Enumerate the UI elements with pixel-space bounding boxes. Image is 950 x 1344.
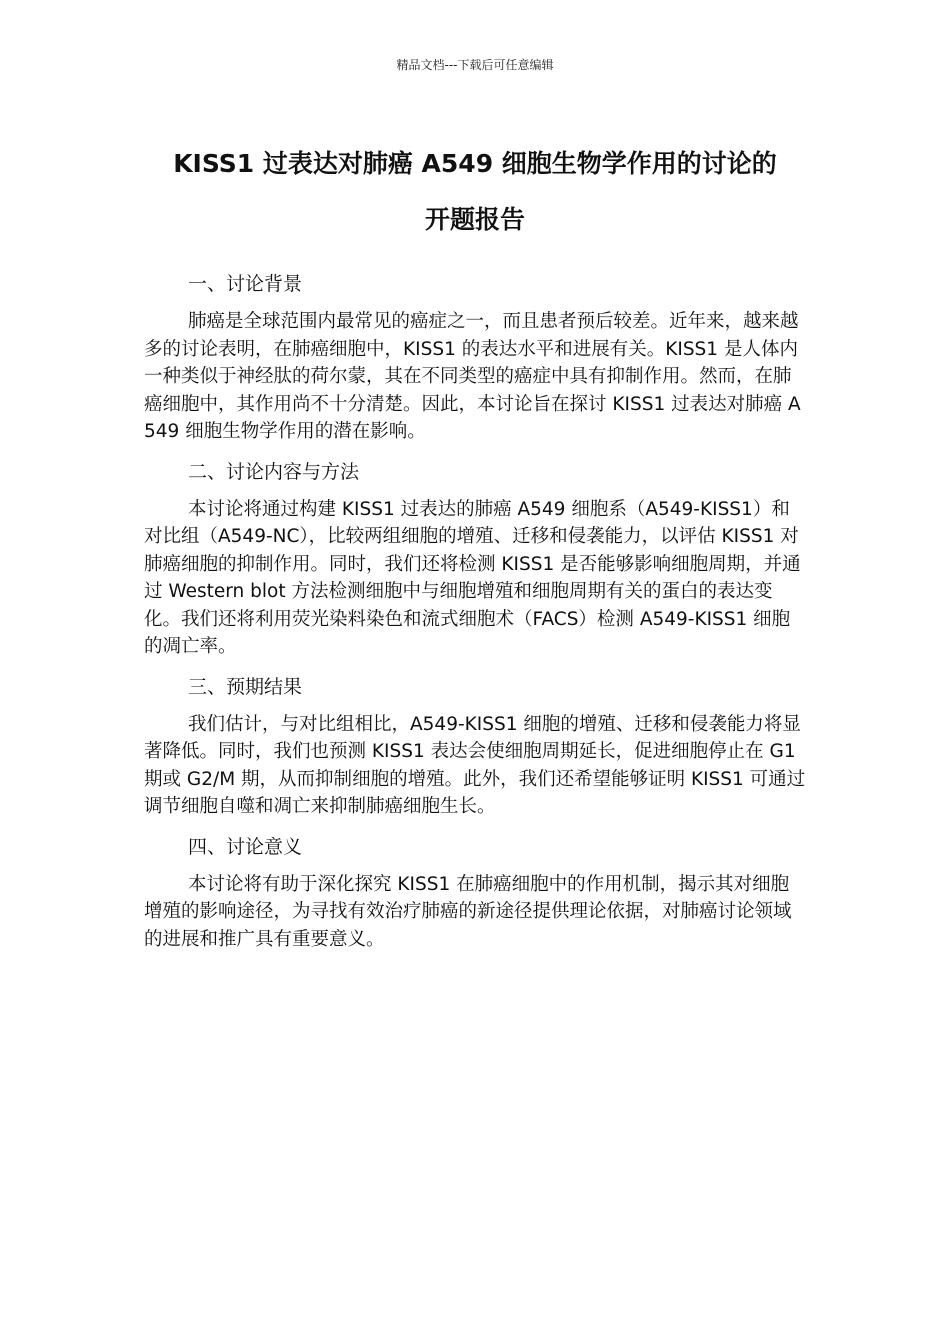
section-content-methods [144,458,806,661]
document-title-line-2: 开题报告 [424,205,525,234]
document-body [144,270,806,965]
section-heading-significance: 四、讨论意义 [188,835,303,858]
section-significance [144,833,806,954]
section-heading-content-methods: 二、讨论内容与方法 [188,460,360,483]
paragraph-content-methods: 本讨论将通过构建 KISS1 过表达的肺癌 A549 细胞系（A549-KISS1）和对比组（A549-NC），比较两组细胞的增殖、迁移和侵袭能力，以评估 KISS1 对肺癌细胞的抑制作用。同时，我们还将检测 KISS1 是否能够影响细胞周期，并通过 Western blot 方法检测细胞中与细胞增殖和细胞周期有关的蛋白的表达变化。我们还将利用荧光染料染色和流式细胞术（FACS）检测 A549-KISS1 细胞的凋亡率。 [144,498,801,657]
section-heading-background: 一、讨论背景 [188,273,303,295]
paragraph-significance: 本讨论将有助于深化探究 KISS1 在肺癌细胞中的作用机制，揭示其对细胞增殖的影响途径，为寻找有效治疗肺癌的新途径提供理论依据，对肺癌讨论领域的进展和推广具有重要意义。 [144,873,792,950]
paragraph-expected-results: 我们估计，与对比组相比，A549-KISS1 细胞的增殖、迁移和侵袭能力将显著降低。同时，我们也预测 KISS1 表达会使细胞周期延长，促进细胞停止在 G1 期或 G2/M 期，从而抑制细胞的增殖。此外，我们还希望能够证明 KISS1 可通过调节细胞自噬和凋亡来抑制肺癌细胞生长。 [144,713,806,817]
document-title [140,136,810,248]
document-title-line-1: KISS1 过表达对肺癌 A549 细胞生物学作用的讨论的 [173,149,777,178]
page-header: 精品文档---下载后可任意编辑 [396,58,554,72]
section-heading-expected-results: 三、预期结果 [188,675,303,698]
paragraph-background: 肺癌是全球范围内最常见的癌症之一，而且患者预后较差。近年来，越来越多的讨论表明，在肺癌细胞中，KISS1 的表达水平和进展有关。KISS1 是人体内一种类似于神经肽的荷尔蒙，其在不同类型的癌症中具有抑制作用。然而，在肺癌细胞中，其作用尚不十分清楚。因此，本讨论旨在探讨 KISS1 过表达对肺癌 A549 细胞生物学作用的潜在影响。 [144,311,801,442]
section-expected-results [144,673,806,821]
section-background [144,270,806,446]
